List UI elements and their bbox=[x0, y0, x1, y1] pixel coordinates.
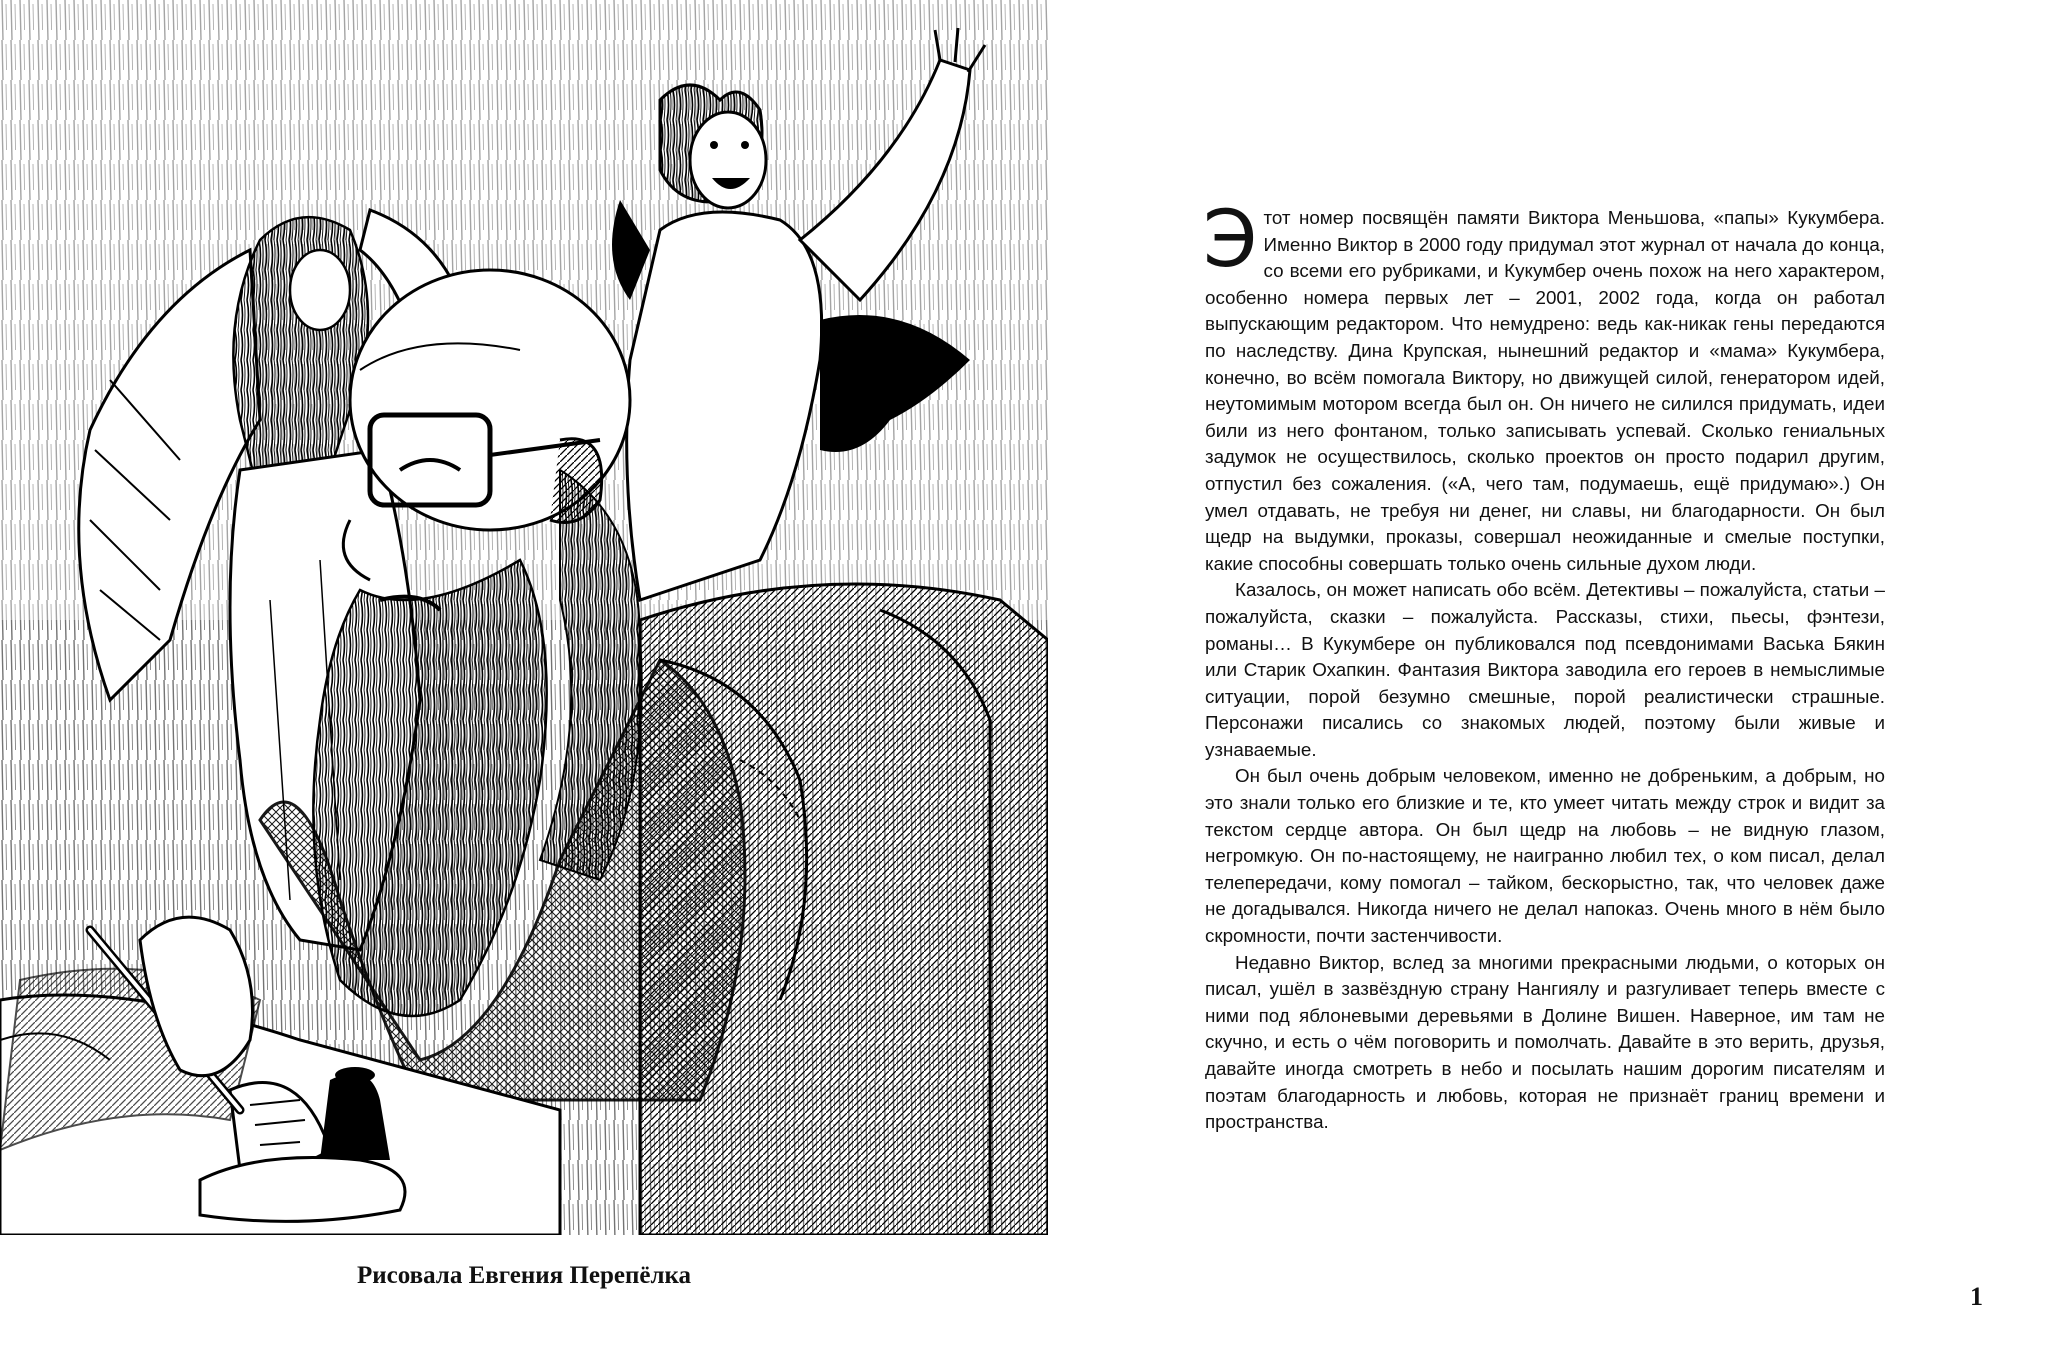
illustration bbox=[0, 0, 1048, 1235]
page-number: 1 bbox=[1970, 1282, 1983, 1311]
drop-cap: Э bbox=[1203, 195, 1258, 285]
illustration-caption: Рисовала Евгения Перепёлка bbox=[356, 1262, 692, 1289]
article-paragraph: Он был очень добрым человеком, именно не добреньким, а добрым, но это знали только его близкие и те, кто умеет читать между строк и видит за текстом сердце автора. Он был щедр на любовь – не видную глазом, негромкую. Он по-настоящему, не наигранно любил тех, о ком писал, делал телепередачи, кому помогал – тайком, бескорыстно, так, что человек даже не догадывался. Никогда ничего не делал напоказ. Очень много в нём было скромности, почти застенчивости. bbox=[1205, 765, 1885, 947]
article-paragraph bbox=[1203, 195, 1885, 577]
article-paragraph: Недавно Виктор, вслед за многими прекрасными людьми, о которых он писал, ушёл в зазвёздную страну Нангиялу и разгуливает теперь вместе с ними под яблоневыми деревьями в Долине Вишен. Наверное, им там не скучно, и есть о чём поговорить и помолчать. Давайте в это верить, друзья, давайте иногда смотреть в небо и посылать нашим дорогим писателям и поэтам благодарность и любовь, которая не признаёт границ времени и пространства. bbox=[1205, 951, 1885, 1133]
article-text bbox=[1203, 195, 1885, 1136]
article-paragraph: Казалось, он может написать обо всём. Детективы – пожалуйста, статьи – пожалуйста, сказки – пожалуйста. Рассказы, стихи, пьесы, фэнтези, романы… В Кукумбере он публиковался под псевдонимами Васька Бякин или Старик Охапкин. Фантазия Виктора заводила его героев в немыслимые ситуации, порой безумно смешные, порой реалистически страшные. Персонажи писались со знакомых людей, поэтому были живые и узнаваемые. bbox=[1205, 579, 1885, 760]
paragraph-text: тот номер посвящён памяти Виктора Меньшова, «папы» Кукумбера. Именно Виктор в 2000 году придумал этот журнал от начала до конца, со всеми его рубриками, и Кукумбер очень похож на него характером, особенно номера первых лет – 2001, 2002 года, когда он работал выпускающим редактором. Что немудрено: ведь как-никак гены передаются по наследству. Дина Крупская, нынешний редактор и «мама» Кукумбера, конечно, во всём помогала Виктору, но движущей силой, генератором идей, неутомимым мотором всегда был он. Он ничего не силился придумать, идеи били из него фонтаном, только записывать успевай. Сколько гениальных задумок не осуществилось, сколько проектов он просто подарил другим, отпустил без сожаления. («А, чего там, подумаешь, ещё придумаю».) Он умел отдавать, не требуя ни денег, ни славы, ни благодарности. Он был щедр на выдумки, проказы, совершал неожиданные и смелые поступки, какие способны совершать только очень сильные духом люди. bbox=[1205, 207, 1885, 574]
ink-drawing-icon bbox=[0, 0, 1048, 1235]
